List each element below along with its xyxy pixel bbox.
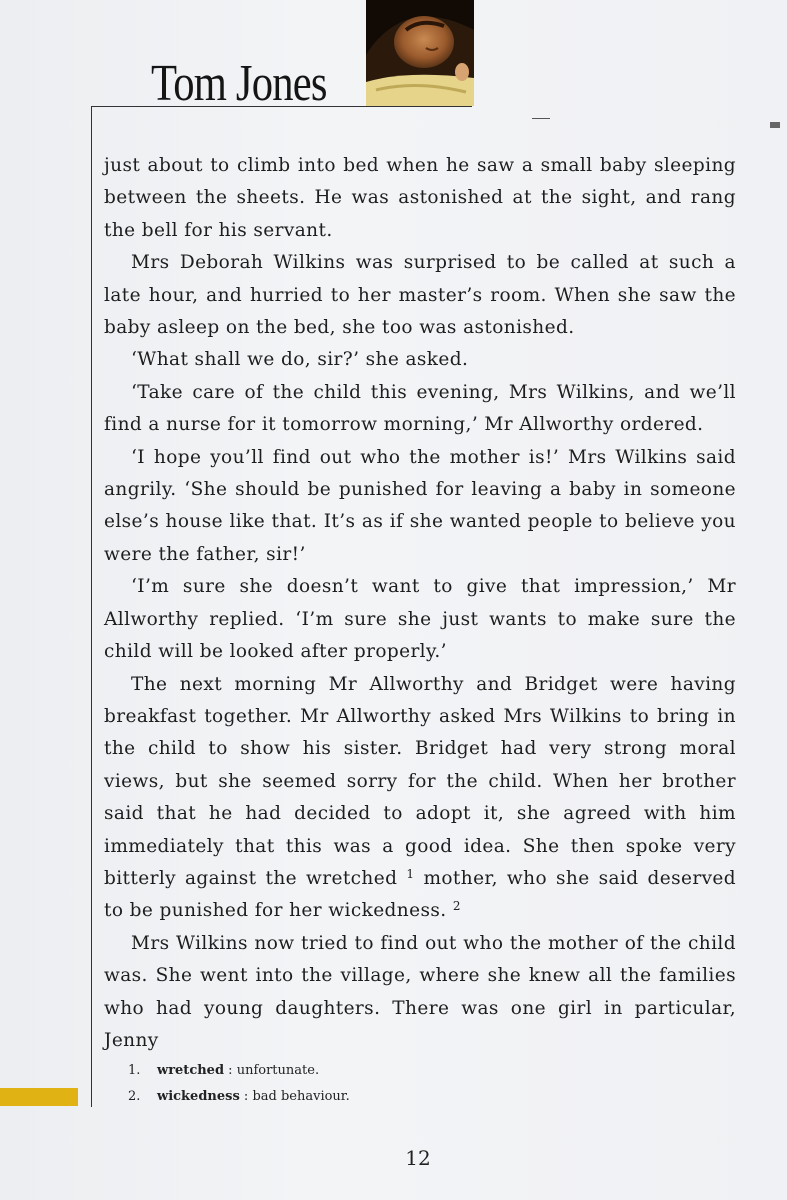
- divider: [770, 122, 780, 128]
- footnote-number: 2.: [128, 1089, 141, 1104]
- footnote-number: 1.: [128, 1063, 141, 1078]
- footnote-separator: :: [239, 1089, 253, 1104]
- footnotes: [128, 1058, 350, 1110]
- book-title: Tom Jones: [151, 55, 327, 112]
- footnote-term: wickedness: [157, 1089, 240, 1104]
- paragraph: [104, 669, 736, 928]
- body-text: [104, 150, 736, 1057]
- footnote-definition: bad behaviour.: [252, 1089, 350, 1104]
- footnote-definition: unfortunate.: [236, 1063, 320, 1078]
- footnote: [128, 1084, 350, 1110]
- paragraph-text: mother, who she said deserved to be punished for her wickedness.: [104, 867, 737, 922]
- portrait-illustration: [366, 0, 474, 106]
- accent-bar: [0, 1088, 78, 1106]
- paragraph: ‘Take care of the child this evening, Mrs Wilkins, and we’ll find a nurse for it tomorrow morning,’ Mr Allworthy ordered.: [104, 381, 736, 436]
- footnote-term: wretched: [157, 1063, 225, 1078]
- page-number: 12: [405, 1146, 431, 1170]
- divider: [532, 118, 550, 119]
- footnote-separator: :: [224, 1063, 237, 1078]
- footnote-ref: 2: [452, 899, 461, 914]
- paragraph: ‘What shall we do, sir?’ she asked.: [131, 349, 469, 371]
- paragraph-text: The next morning Mr Allworthy and Bridget were having breakfast together. Mr Allworthy asked Mrs Wilkins to bring in the child to show his sister. Bridget had very strong moral views, but she seemed sorry for the child. When her brother said that he had decided to adopt it, she agreed with him immediately that this was a good idea. She then spoke very bitterly against the wretched: [104, 673, 736, 889]
- footnote-ref: 1: [406, 866, 415, 881]
- paragraph: ‘I’m sure she doesn’t want to give that impression,’ Mr Allworthy replied. ‘I’m sure she just wants to make sure the child will be looked after properly.’: [104, 576, 736, 663]
- paragraph: Mrs Deborah Wilkins was surprised to be called at such a late hour, and hurried to her master’s room. When she saw the baby asleep on the bed, she too was astonished.: [104, 252, 736, 339]
- paragraph: just about to climb into bed when he saw a small baby sleeping between the sheets. He was astonished at the sight, and rang the bell for his servant.: [104, 155, 736, 241]
- paragraph: ‘I hope you’ll find out who the mother is!’ Mrs Wilkins said angrily. ‘She should be punished for leaving a baby in someone else’s house like that. It’s as if she wanted people to believe you were the father, sir!’: [104, 446, 736, 565]
- paragraph: Mrs Wilkins now tried to find out who the mother of the child was. She went into the village, where she knew all the families who had young daughters. There was one girl in particular, Jenny: [104, 932, 736, 1051]
- footnote: [128, 1058, 350, 1084]
